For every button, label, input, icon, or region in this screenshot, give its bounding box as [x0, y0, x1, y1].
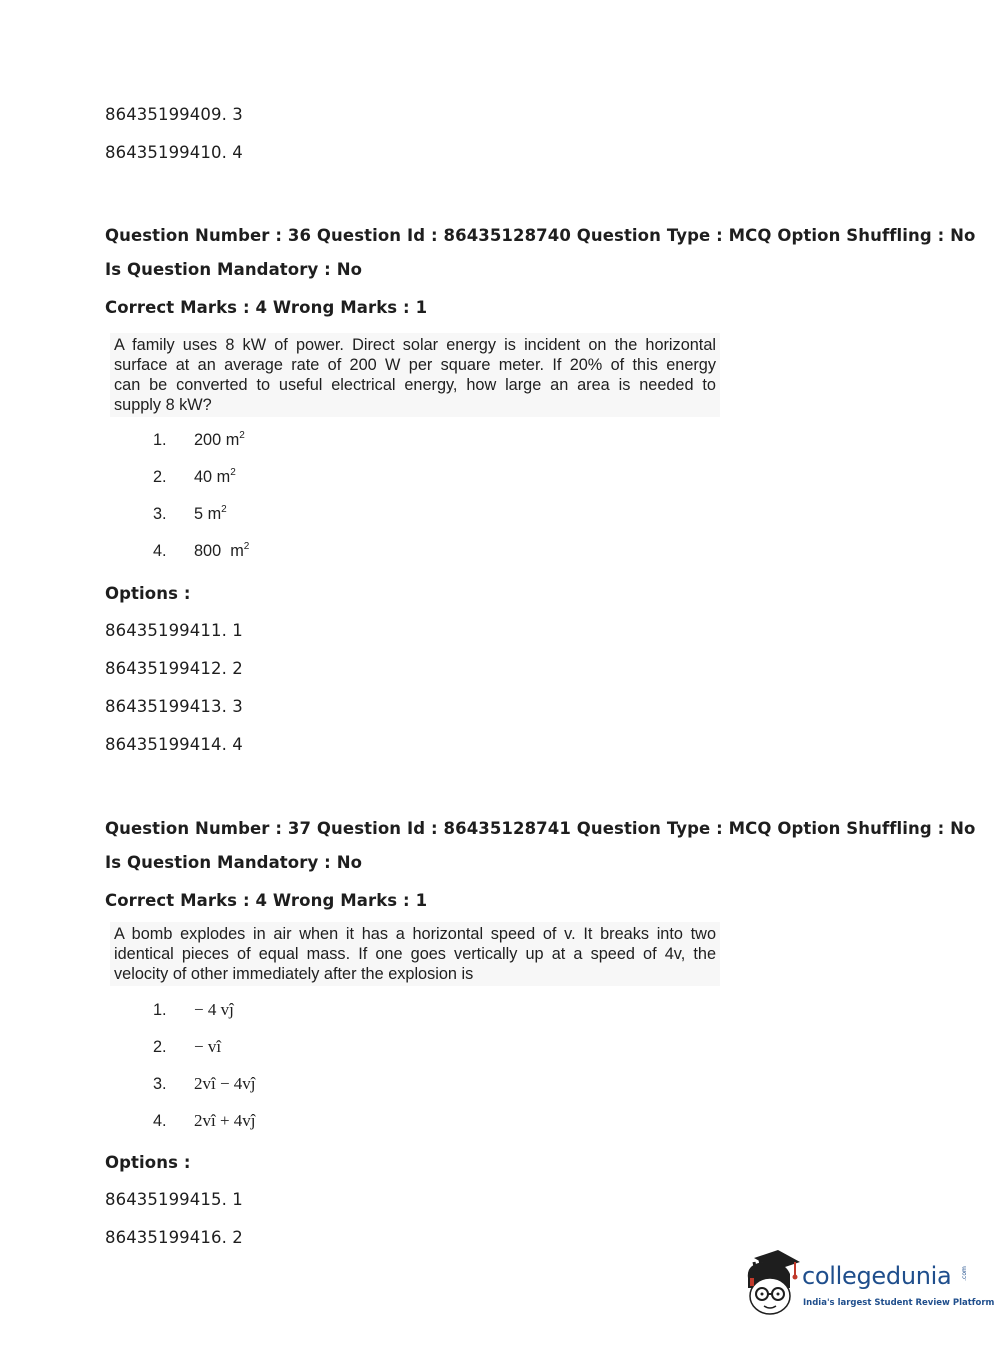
- choice-number: 4.: [153, 542, 167, 560]
- option-line: 86435199412. 2: [105, 659, 243, 678]
- choice-text: 40 $m^2$: [194, 467, 236, 486]
- option-line: 86435199416. 2: [105, 1228, 243, 1247]
- choice-text: 5 $m^2$: [194, 504, 227, 523]
- question-text-box: [110, 333, 720, 417]
- question-text-line: can be converted to useful electrical energy, how large an area is needed to: [114, 376, 716, 394]
- question-mandatory: Is Question Mandatory : No: [105, 853, 363, 872]
- choice-text: 2vî − 4vĵ: [194, 1074, 256, 1093]
- question-text-line: A family uses 8 kW of power. Direct solar energy is incident on the horizontal: [114, 336, 716, 354]
- options-label: Options :: [105, 584, 191, 603]
- options-label: Options :: [105, 1153, 191, 1172]
- choice-text: 200 $m^2$: [194, 430, 245, 449]
- choice-text: − 4 vĵ: [194, 1000, 234, 1019]
- option-line: 86435199411. 1: [105, 621, 243, 640]
- choice-text: − vî: [194, 1037, 222, 1056]
- question-text-line: A bomb explodes in air when it has a horizontal speed of v. It breaks into two: [114, 925, 716, 943]
- question-header: Question Number : 36 Question Id : 86435128740 Question Type : MCQ Option Shuffling : No: [105, 226, 976, 245]
- question-marks: Correct Marks : 4 Wrong Marks : 1: [105, 298, 428, 317]
- question-marks: Correct Marks : 4 Wrong Marks : 1: [105, 891, 428, 910]
- choice-text: 2vî + 4vĵ: [194, 1111, 256, 1130]
- choice-number: 4.: [153, 1112, 167, 1130]
- option-line: 86435199410. 4: [105, 143, 243, 162]
- option-line: 86435199414. 4: [105, 735, 243, 754]
- choice-number: 3.: [153, 505, 167, 523]
- choice-number: 1.: [153, 431, 167, 449]
- collegedunia-logo: [740, 1248, 995, 1328]
- choice-text: 800 $m^2$: [194, 541, 250, 560]
- question-text-box: [110, 922, 720, 986]
- question-text-line: surface at an average rate of 200 W per square meter. If 20% of this energy: [114, 356, 716, 374]
- choice-number: 2.: [153, 1038, 167, 1056]
- question-text-line: supply 8 kW?: [114, 396, 212, 414]
- choice-number: 1.: [153, 1001, 167, 1019]
- logo-tagline: India's largest Student Review Platform: [803, 1298, 995, 1308]
- option-line: 86435199413. 3: [105, 697, 243, 716]
- choice-number: 3.: [153, 1075, 167, 1093]
- option-line: 86435199409. 3: [105, 105, 243, 124]
- option-line: 86435199415. 1: [105, 1190, 243, 1209]
- mascot-icon: [740, 1248, 802, 1328]
- logo-com: .com: [960, 1266, 968, 1281]
- question-mandatory: Is Question Mandatory : No: [105, 260, 363, 279]
- choice-number: 2.: [153, 468, 167, 486]
- question-header: Question Number : 37 Question Id : 86435128741 Question Type : MCQ Option Shuffling : No: [105, 819, 976, 838]
- logo-name: collegedunia: [802, 1262, 952, 1290]
- question-text-line: velocity of other immediately after the explosion is: [114, 965, 474, 983]
- question-text-line: identical pieces of equal mass. If one goes vertically up at a speed of 4v, the: [114, 945, 716, 963]
